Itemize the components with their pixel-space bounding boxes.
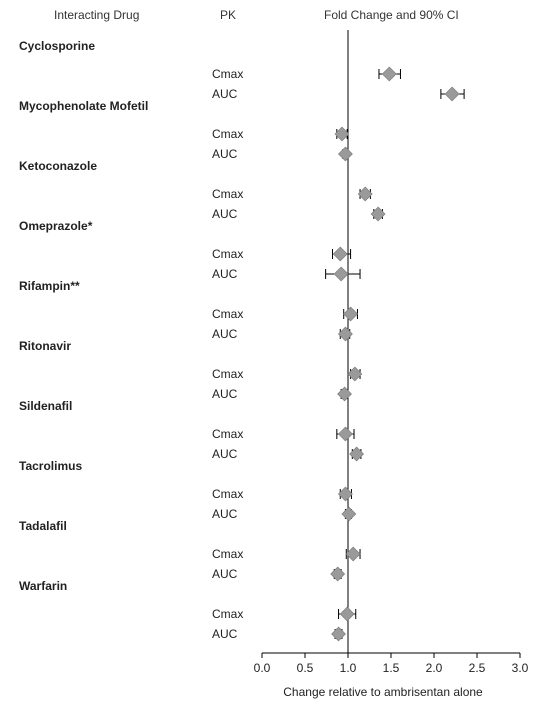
point-estimate-diamond [331, 567, 345, 581]
x-tick-label: 0.5 [296, 661, 314, 675]
point-estimate-diamond [333, 247, 347, 261]
pk-label: Cmax [212, 487, 244, 501]
plot-marks [326, 67, 464, 641]
x-tick-label: 1.5 [382, 661, 400, 675]
pk-label: AUC [212, 567, 238, 581]
point-estimate-diamond [332, 627, 346, 641]
pk-label: Cmax [212, 67, 244, 81]
pk-label: Cmax [212, 187, 244, 201]
pk-label: AUC [212, 507, 238, 521]
point-estimate-diamond [338, 427, 352, 441]
drug-label: Sildenafil [19, 399, 73, 413]
x-tick-label: 3.0 [511, 661, 529, 675]
x-tick-label: 1.0 [339, 661, 357, 675]
pk-label: Cmax [212, 247, 244, 261]
pk-label: AUC [212, 267, 238, 281]
drug-label: Tacrolimus [19, 459, 83, 473]
pk-label: Cmax [212, 367, 244, 381]
point-estimate-diamond [445, 87, 459, 101]
drug-label: Ketoconazole [19, 159, 98, 173]
point-estimate-diamond [334, 267, 348, 281]
pk-label: AUC [212, 147, 238, 161]
drug-label: Warfarin [19, 579, 68, 593]
pk-label: Cmax [212, 547, 244, 561]
x-axis [254, 653, 529, 675]
drug-labels [19, 39, 148, 593]
pk-label: Cmax [212, 607, 244, 621]
pk-label: AUC [212, 327, 238, 341]
point-estimate-diamond [338, 387, 352, 401]
point-estimate-diamond [338, 147, 352, 161]
pk-labels [212, 67, 243, 641]
drug-label: Ritonavir [19, 339, 72, 353]
header-interacting-drug: Interacting Drug [54, 8, 140, 22]
point-estimate-diamond [342, 507, 356, 521]
x-tick-label: 0.0 [253, 661, 271, 675]
x-axis-label: Change relative to ambrisentan alone [283, 685, 483, 699]
pk-label: Cmax [212, 307, 244, 321]
x-tick-label: 2.0 [425, 661, 443, 675]
point-estimate-diamond [344, 307, 358, 321]
header-pk: PK [220, 8, 237, 22]
drug-label: Omeprazole* [19, 219, 93, 233]
header-fold-change: Fold Change and 90% CI [324, 8, 459, 22]
x-tick-label: 2.5 [468, 661, 486, 675]
drug-label: Tadalafil [19, 519, 67, 533]
drug-label: Mycophenolate Mofetil [19, 99, 149, 113]
point-estimate-diamond [371, 207, 385, 221]
point-estimate-diamond [340, 607, 354, 621]
pk-label: Cmax [212, 427, 244, 441]
pk-label: AUC [212, 207, 238, 221]
point-estimate-diamond [382, 67, 396, 81]
drug-label: Cyclosporine [19, 39, 96, 53]
point-estimate-diamond [350, 447, 364, 461]
pk-label: AUC [212, 447, 238, 461]
pk-label: AUC [212, 387, 238, 401]
pk-label: AUC [212, 627, 238, 641]
pk-label: Cmax [212, 127, 244, 141]
drug-label: Rifampin** [19, 279, 80, 293]
pk-label: AUC [212, 87, 238, 101]
